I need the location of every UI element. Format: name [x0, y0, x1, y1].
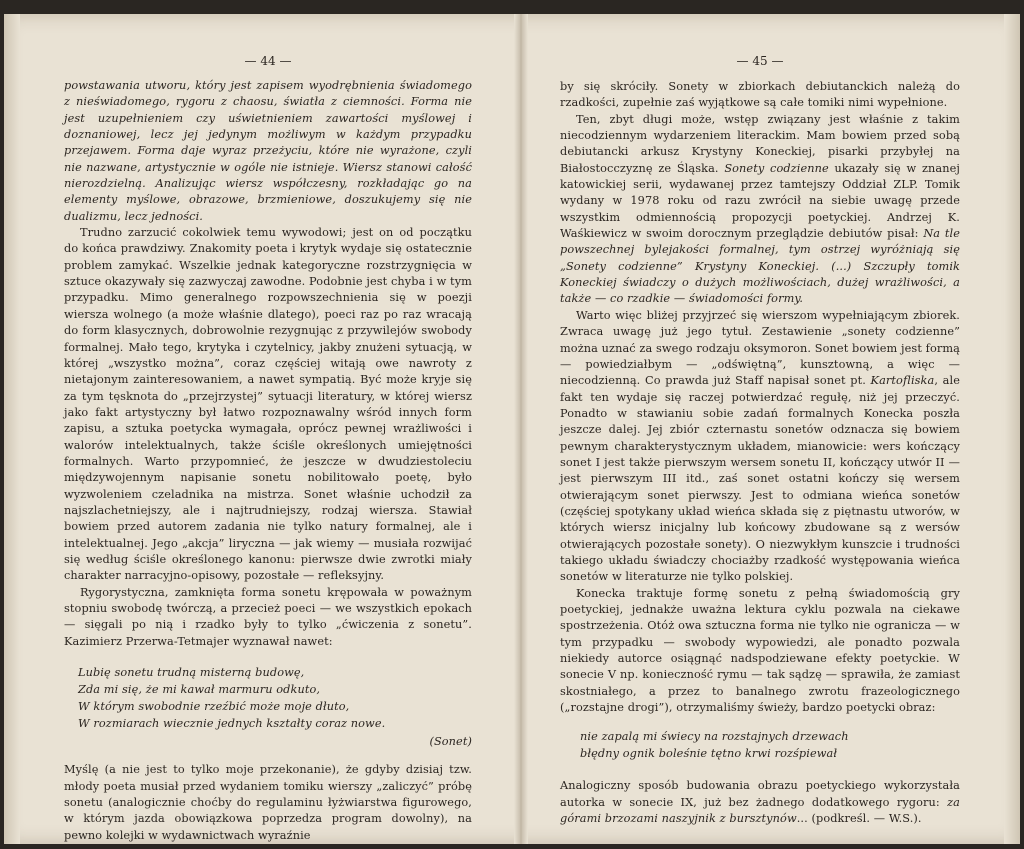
page-edge-left	[4, 14, 20, 844]
verse-line: błędny ognik boleśnie tętno krwi rozśpiewał	[580, 747, 838, 761]
verse-line: Zda mi się, że mi kawał marmuru odkuto,	[78, 683, 321, 697]
text-run: Analogiczny sposób budowania obrazu poetyckiego wykorzystała autorka w sonecie IX, już bez żadnego dodatkowego rygoru:	[560, 779, 960, 809]
right-page	[560, 14, 960, 844]
quote-waskiewicz: Na tle powszechnej bylejakości formalnej, tym ostrzej wyróżniają się „Sonety codzienne” Krystyny Koneckiej. (...) Szczupły tomik Koneckiej świadczy o dużych możliwościach, dużej wrażliwości, a także — co rzadkie — świadomości formy.	[560, 227, 960, 306]
book-spread	[4, 14, 1020, 844]
poem-title: Kartofliska	[870, 374, 935, 388]
paragraph-3: Rygorystyczna, zamknięta forma sonetu krępowała w poważnym stopniu swobodę twórczą, a przecież poeci — we wszystkich epokach — sięgali po nią i rzadko były to tylko „ćwiczenia z sonetu”. Kazimierz Przerwa-Tetmajer wyznawał nawet:	[64, 585, 472, 648]
text-run: , ale fakt ten wydaje się raczej potwierdzać regułę, niż jej przeczyć. Ponadto w stawianiu sobie zadań formalnych Konecka poszła jeszcze dalej. Jej zbiór czternastu sonetów odznacza się bowiem pewnym charakterystycznym układem, mianowicie: wers kończący sonet I jest także pierwszym wersem sonetu II, kończący utwór II — jest pierwszym III itd., zaś sonet ostatni kończy się wersem otwierającym sonet pierwszy. Jest to odmiana wieńca sonetów (częściej spotykany układ wieńca składa się z piętnastu utworów, w których wiersz inicjalny lub końcowy zbudowane są z wersów otwierających pozostałe sonety). O niezwykłym kunszcie i trudności takiego układu świadczy chociażby rzadkość występowania wieńca sonetów w literaturze nie tylko polskiej.	[560, 374, 960, 584]
page-number-left: — 44 —	[244, 54, 292, 68]
verse-line: W którym swobodnie rzeźbić może moje dłuto,	[78, 700, 350, 714]
page-number-right: — 45 —	[736, 54, 784, 68]
text-run: ... (podkreśl. — W.S.).	[796, 812, 922, 826]
text-run: ukazały się w znanej katowickiej serii, wydawanej przez tamtejszy Oddział ZLP. Tomik wydany w 1978 roku od razu zwrócił na siebie uwagę przede wszystkim odmiennością propozycji poetyckiej. Andrzej K. Waśkiewicz w swoim dorocznym przeglądzie debiutów pisał:	[560, 161, 961, 241]
konecka-verse	[580, 728, 960, 762]
tetmajer-verse	[78, 664, 472, 732]
paragraph-2: Trudno zarzucić cokolwiek temu wywodowi; jest on od początku do końca prawdziwy. Znakomity poeta i krytyk wydaje się ostatecznie problem zamykać. Wszelkie jednak kategoryczne rozstrzygnięcia w sztuce okazywały się zazwyczaj zawodne. Podobnie jest chyba i w tym przypadku. Mimo generalnego rozpowszechnienia się w poezji wiersza wolnego (a może właśnie dlatego), poeci raz po raz wracają do form klasycznych, dobrowolnie rezygnując z przywilejów swobody formalnej. Mało tego, krytyka i czytelnicy, jakby znużeni sytuacją, w której „wszystko można”, coraz częściej witają owe nawroty z nietajonym zainteresowaniem, a nawet sympatią. Być może kryje się za tym tęsknota do „przejrzystej” sytuacji literatury, w której wiersz jako fakt artystyczny był łatwo rozpoznawalny wśród innych form zapisu, a sztuka poetycka wymagała, oprócz pewnej wrażliwości i walorów intelektualnych, także ściśle określonych umiejętności formalnych. Warto przypomnieć, że jeszcze w dwudziestoleciu międzywojennym napisanie sonetu nobilitowało poetę, było wyzwoleniem czeladnika na mistrza. Sonet właśnie uchodził za najszlachetniejszy, ale i najtrudniejszy, rodzaj wiersza. Stawiał bowiem przed autorem zadania nie tylko natury formalnej, ale i intelektualnej. Jego „akcja” liryczna — jak wiemy — musiała rozwijać się według ściśle określonego kanonu: pierwsze dwie zwrotki miały charakter narracyjno-opisowy, pozostałe — refleksyjny.	[64, 226, 472, 583]
quoted-line: za górami brzozami naszyjnik z bursztynów	[560, 795, 960, 826]
text-run: Ten, zbyt długi może, wstęp związany jest właśnie z takim niecodziennym wydarzeniem literackim. Mam bowiem przed sobą debiutancki arkusz Krystyny Koneckiej, pisarki przybyłej na Białostocczyznę ze Śląska.	[560, 112, 960, 175]
verse-line: W rozmiarach wiecznie jednych kształty coraz nowe.	[78, 717, 386, 731]
right-page-text	[560, 79, 960, 827]
paragraph-1: by się skróciły. Sonety w zbiorkach debiutanckich należą do rzadkości, zupełnie zaś wyjątkowe są całe tomiki nimi wypełnione.	[560, 80, 960, 110]
verse-line: nie zapalą mi świecy na rozstajnych drzewach	[580, 730, 849, 744]
paragraph-2	[560, 112, 960, 308]
verse-line: Lubię sonetu trudną misterną budowę,	[78, 666, 305, 680]
paragraph-3	[560, 308, 960, 586]
paragraph-5	[560, 778, 960, 827]
book-gutter	[514, 14, 528, 844]
paragraph-4: Myślę (a nie jest to tylko moje przekonanie), że gdyby dzisiaj tzw. młody poeta musiał przed wydaniem tomiku wierszy „zaliczyć” próbę sonetu (analogicznie choćby do regulaminu łyżwiarstwa figurowego, w którym jazda obowiązkowa poprzedza program dowolny), na pewno kolejki w wydawnictwach wyraźnie	[64, 763, 472, 842]
left-page-text	[64, 78, 472, 844]
paragraph-1-quote: powstawania utworu, który jest zapisem wyodrębnienia świadomego z nieświadomego, rygoru z chaosu, światła z ciemności. Forma nie jest uzupełnieniem czy uświetnieniem zawartości myślowej i doznaniowej, lecz jej jedynym możliwym w każdym przypadku przejawem. Forma daje wyraz przeżyciu, które nie wyrażone, czyli nie nazwane, artystycznie w ogóle nie istnieje. Wiersz stanowi całość nierozdzielną. Analizując wiersz współczesny, rozkładając go na elementy myślowe, obrazowe, brzmieniowe, doszukujemy się nie dualizmu, lecz jedności.	[64, 79, 472, 223]
verse-source: (Sonet)	[429, 735, 472, 749]
page-edge-right	[1004, 14, 1020, 844]
book-title: Sonety codzienne	[724, 161, 829, 175]
paragraph-4: Konecka traktuje formę sonetu z pełną świadomością gry poetyckiej, jednakże uważna lektura cyklu pozwala na ciekawe spostrzeżenia. Otóż owa sztuczna forma nie tylko nie ogranicza — w tym przypadku — swobody wypowiedzi, ale ponadto pozwala niekiedy autorce osiągnąć nadspodziewane efekty poetyckie. W sonecie V np. konieczność rymu — tak sądzę — sprawiła, że zamiast skostniałego, a przez to banalnego zwrotu frazeologicznego („rozstajne drogi”), otrzymaliśmy świeży, bardzo poetycki obraz:	[560, 586, 960, 715]
left-page	[64, 14, 472, 844]
text-run: Warto więc bliżej przyjrzeć się wierszom wypełniającym zbiorek. Zwraca uwagę już jego tytuł. Zestawienie „sonety codzienne” można uznać za swego rodzaju oksymoron. Sonet bowiem jest formą — powiedziałbym — „odświętną”, kunsztowną, a więc — niecodzienną. Co prawda już Staff napisał sonet pt.	[560, 308, 960, 388]
